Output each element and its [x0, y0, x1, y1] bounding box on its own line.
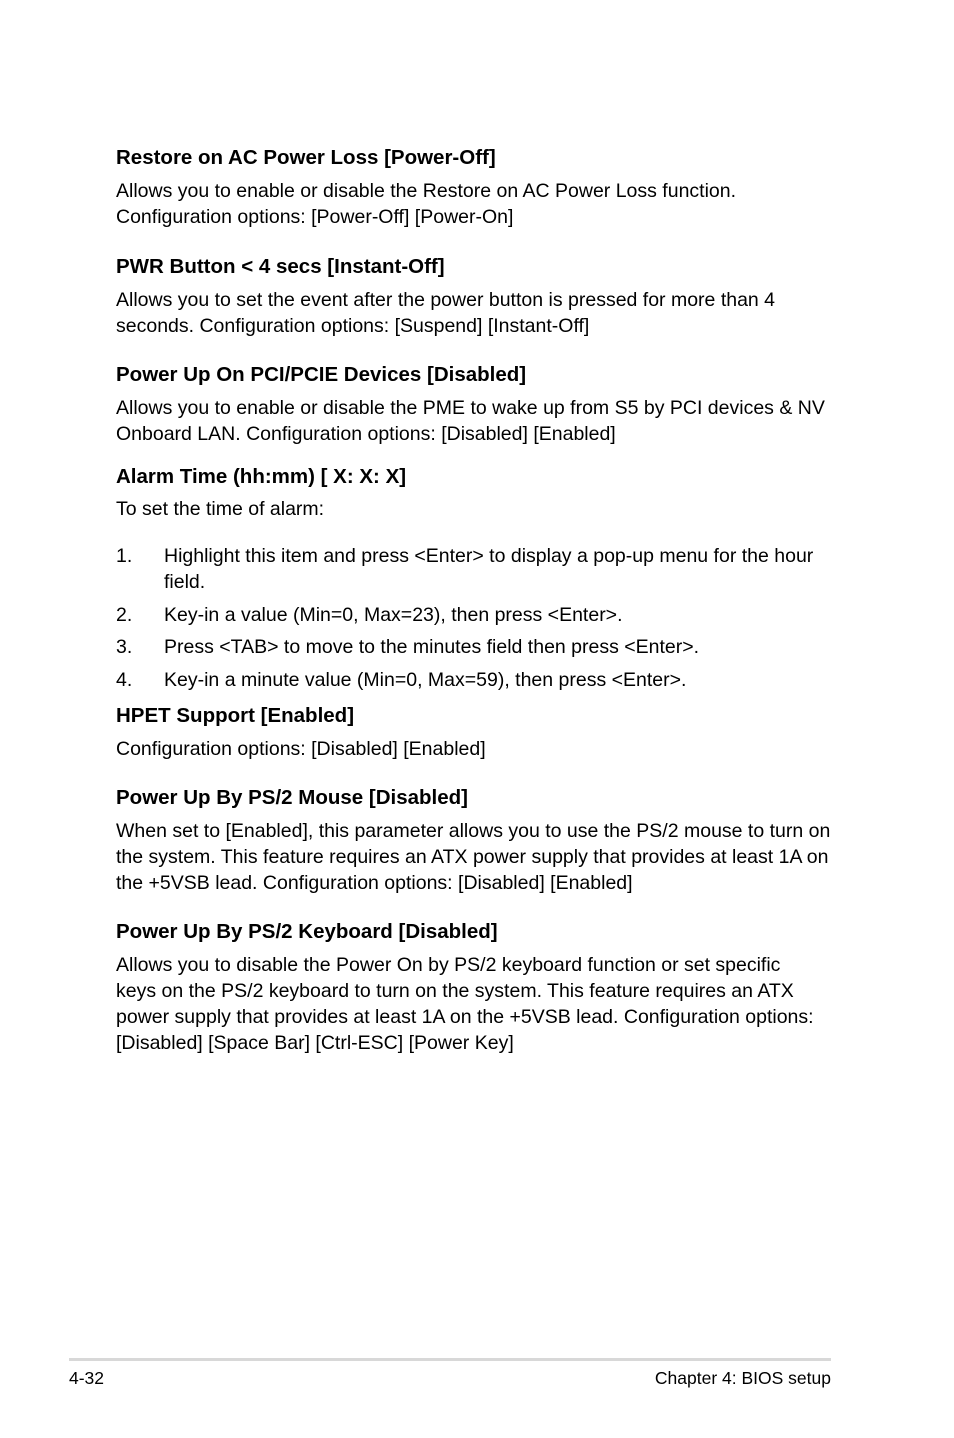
text-line: power supply that provides at least 1A on the +5VSB lead. Configuration options:: [116, 1006, 814, 1028]
step-text: [164, 634, 699, 660]
footer-divider: [69, 1358, 831, 1361]
text-line: Key-in a minute value (Min=0, Max=59), then press <Enter>.: [164, 669, 687, 691]
page-number: 4-32: [69, 1368, 105, 1388]
description-pwr-button: [116, 287, 775, 339]
text-line: Allows you to enable or disable the Restore on AC Power Loss function.: [116, 180, 737, 202]
text-line: [Disabled] [Space Bar] [Ctrl-ESC] [Power Key]: [116, 1032, 514, 1054]
description-power-up-pci: [116, 395, 825, 447]
description-restore-ac-power-loss: [116, 178, 736, 230]
text-line: field.: [164, 571, 206, 593]
description-power-up-ps2-keyboard: [116, 952, 814, 1056]
heading-power-up-ps2-mouse: Power Up By PS/2 Mouse [Disabled]: [116, 786, 468, 809]
text-line: Onboard LAN. Configuration options: [Disabled] [Enabled]: [116, 423, 616, 445]
text-line: Configuration options: [Power-Off] [Power-On]: [116, 206, 514, 228]
step-number: 3.: [116, 636, 133, 658]
alarm-intro: To set the time of alarm:: [116, 498, 325, 520]
text-line: When set to [Enabled], this parameter allows you to use the PS/2 mouse to turn on: [116, 820, 831, 842]
text-line: seconds. Configuration options: [Suspend] [Instant-Off]: [116, 315, 590, 337]
heading-hpet-support: HPET Support [Enabled]: [116, 704, 355, 727]
text-line: the +5VSB lead. Configuration options: [Disabled] [Enabled]: [116, 872, 633, 894]
step-number: 2.: [116, 604, 133, 626]
text-line: Allows you to disable the Power On by PS/2 keyboard function or set specific: [116, 954, 781, 976]
heading-alarm-time: Alarm Time (hh:mm) [ X: X: X]: [116, 465, 407, 488]
step-text: [164, 543, 813, 595]
chapter-title: Chapter 4: BIOS setup: [654, 1368, 831, 1388]
text-line: Allows you to enable or disable the PME to wake up from S5 by PCI devices & NV: [116, 397, 825, 419]
description-hpet-support: [116, 736, 486, 762]
text-line: Press <TAB> to move to the minutes field then press <Enter>.: [164, 636, 700, 658]
step-number: 1.: [116, 545, 133, 567]
text-line: Configuration options: [Disabled] [Enabled]: [116, 738, 486, 760]
description-power-up-ps2-mouse: [116, 818, 830, 896]
text-line: the system. This feature requires an ATX power supply that provides at least 1A on: [116, 846, 829, 868]
heading-pwr-button: PWR Button < 4 secs [Instant-Off]: [116, 255, 445, 278]
heading-restore-ac-power-loss: Restore on AC Power Loss [Power-Off]: [116, 146, 496, 169]
step-number: 4.: [116, 669, 133, 691]
text-line: Allows you to set the event after the power button is pressed for more than 4: [116, 289, 776, 311]
heading-power-up-pci: Power Up On PCI/PCIE Devices [Disabled]: [116, 363, 527, 386]
text-line: Key-in a value (Min=0, Max=23), then press <Enter>.: [164, 604, 623, 626]
step-text: [164, 667, 686, 693]
text-line: Highlight this item and press <Enter> to display a pop-up menu for the hour: [164, 545, 814, 567]
step-text: [164, 602, 623, 628]
heading-power-up-ps2-keyboard: Power Up By PS/2 Keyboard [Disabled]: [116, 920, 498, 943]
text-line: keys on the PS/2 keyboard to turn on the system. This feature requires an ATX: [116, 980, 794, 1002]
